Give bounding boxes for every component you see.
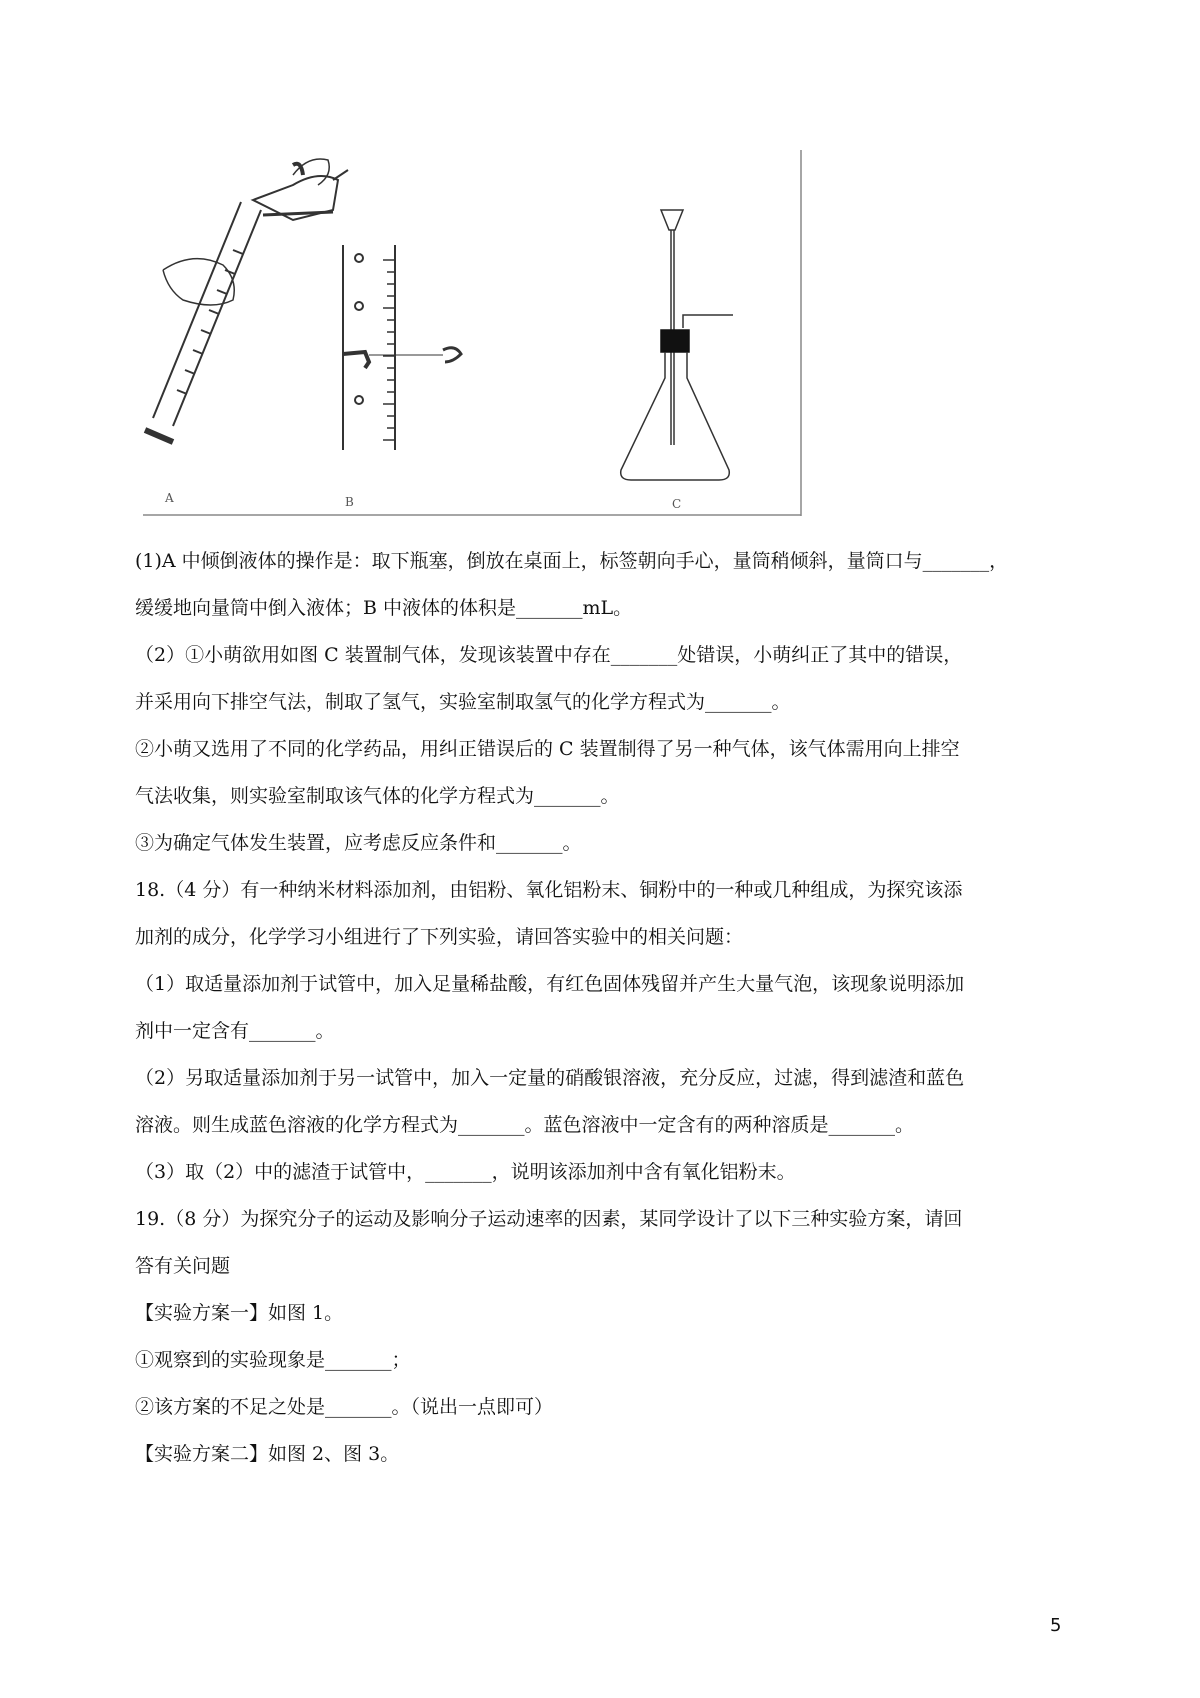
q19-plan1 — [135, 1290, 1070, 1478]
q17-part2-line2: 并采用向下排空气法，制取了氢气，实验室制取氢气的化学方程式为_______。 — [135, 691, 791, 713]
page-number: 5 — [1050, 1615, 1062, 1636]
figure-a-label: A — [165, 491, 174, 505]
q19-item1: ①观察到的实验现象是_______； — [135, 1349, 411, 1371]
q18-intro-line1: 18.（4 分）有一种纳米材料添加剂，由铝粉、氧化铝粉末、铜粉中的一种或几种组成，为探究该添 — [135, 879, 963, 901]
q17-part1-line2: 缓缓地向量筒中倒入液体；B 中液体的体积是_______mL。 — [135, 597, 633, 619]
q17-part2c — [135, 820, 1070, 867]
q18-part2-line2: 溶液。则生成蓝色溶液的化学方程式为_______。蓝色溶液中一定含有的两种溶质是_______。 — [135, 1114, 915, 1136]
q19-intro — [135, 1196, 1070, 1290]
q18-part2-line1: （2）另取适量添加剂于另一试管中，加入一定量的硝酸银溶液，充分反应，过滤，得到滤渣和蓝色 — [135, 1067, 965, 1089]
q19-plan2-heading: 【实验方案二】如图 2、图 3。 — [135, 1443, 400, 1465]
q18-part3-line1: （3）取（2）中的滤渣于试管中，_______，说明该添加剂中含有氧化铝粉末。 — [135, 1161, 796, 1183]
q18-intro-line2: 加剂的成分，化学学习小组进行了下列实验，请回答实验中的相关问题： — [135, 926, 744, 948]
q17-part2b-line1: ②小萌又选用了不同的化学药品，用纠正错误后的 C 装置制得了另一种气体，该气体需用向上排空 — [135, 738, 960, 760]
q17-part2-line1: （2）①小萌欲用如图 C 装置制气体，发现该装置中存在_______处错误，小萌纠正了其中的错误， — [135, 644, 963, 666]
q18-part1-line2: 剂中一定含有_______。 — [135, 1020, 335, 1042]
figure-b-cylinder — [343, 245, 461, 450]
apparatus-figure — [143, 150, 803, 516]
q19-item2: ②该方案的不足之处是_______。（说出一点即可） — [135, 1396, 554, 1418]
q19-intro-line2: 答有关问题 — [135, 1255, 231, 1277]
q17-part1 — [135, 538, 1070, 632]
q19-plan1-heading: 【实验方案一】如图 1。 — [135, 1302, 344, 1324]
q17-part1-line1: (1)A 中倾倒液体的操作是：取下瓶塞，倒放在桌面上，标签朝向手心，量筒稍倾斜，量筒口与_______， — [135, 550, 1009, 572]
q17-part2b — [135, 726, 1070, 820]
q18-part1-line1: （1）取适量添加剂于试管中，加入足量稀盐酸，有红色固体残留并产生大量气泡，该现象说明添加 — [135, 973, 965, 995]
apparatus-drawing — [143, 150, 803, 516]
q17-part2b-line2: 气法收集，则实验室制取该气体的化学方程式为_______。 — [135, 785, 620, 807]
q18-part1 — [135, 961, 1070, 1055]
figure-c-label: C — [672, 497, 682, 511]
q18-part2 — [135, 1055, 1070, 1149]
figure-b-label: B — [345, 495, 354, 509]
figure-a-cylinder — [145, 159, 348, 442]
figure-c-apparatus — [621, 210, 733, 480]
q19-intro-line1: 19.（8 分）为探究分子的运动及影响分子运动速率的因素，某同学设计了以下三种实验方案，请回 — [135, 1208, 963, 1230]
q18-part3 — [135, 1149, 1070, 1196]
q18-intro — [135, 867, 1070, 961]
q17-part2c-line1: ③为确定气体发生装置，应考虑反应条件和_______。 — [135, 832, 582, 854]
q17-part2 — [135, 632, 1070, 726]
